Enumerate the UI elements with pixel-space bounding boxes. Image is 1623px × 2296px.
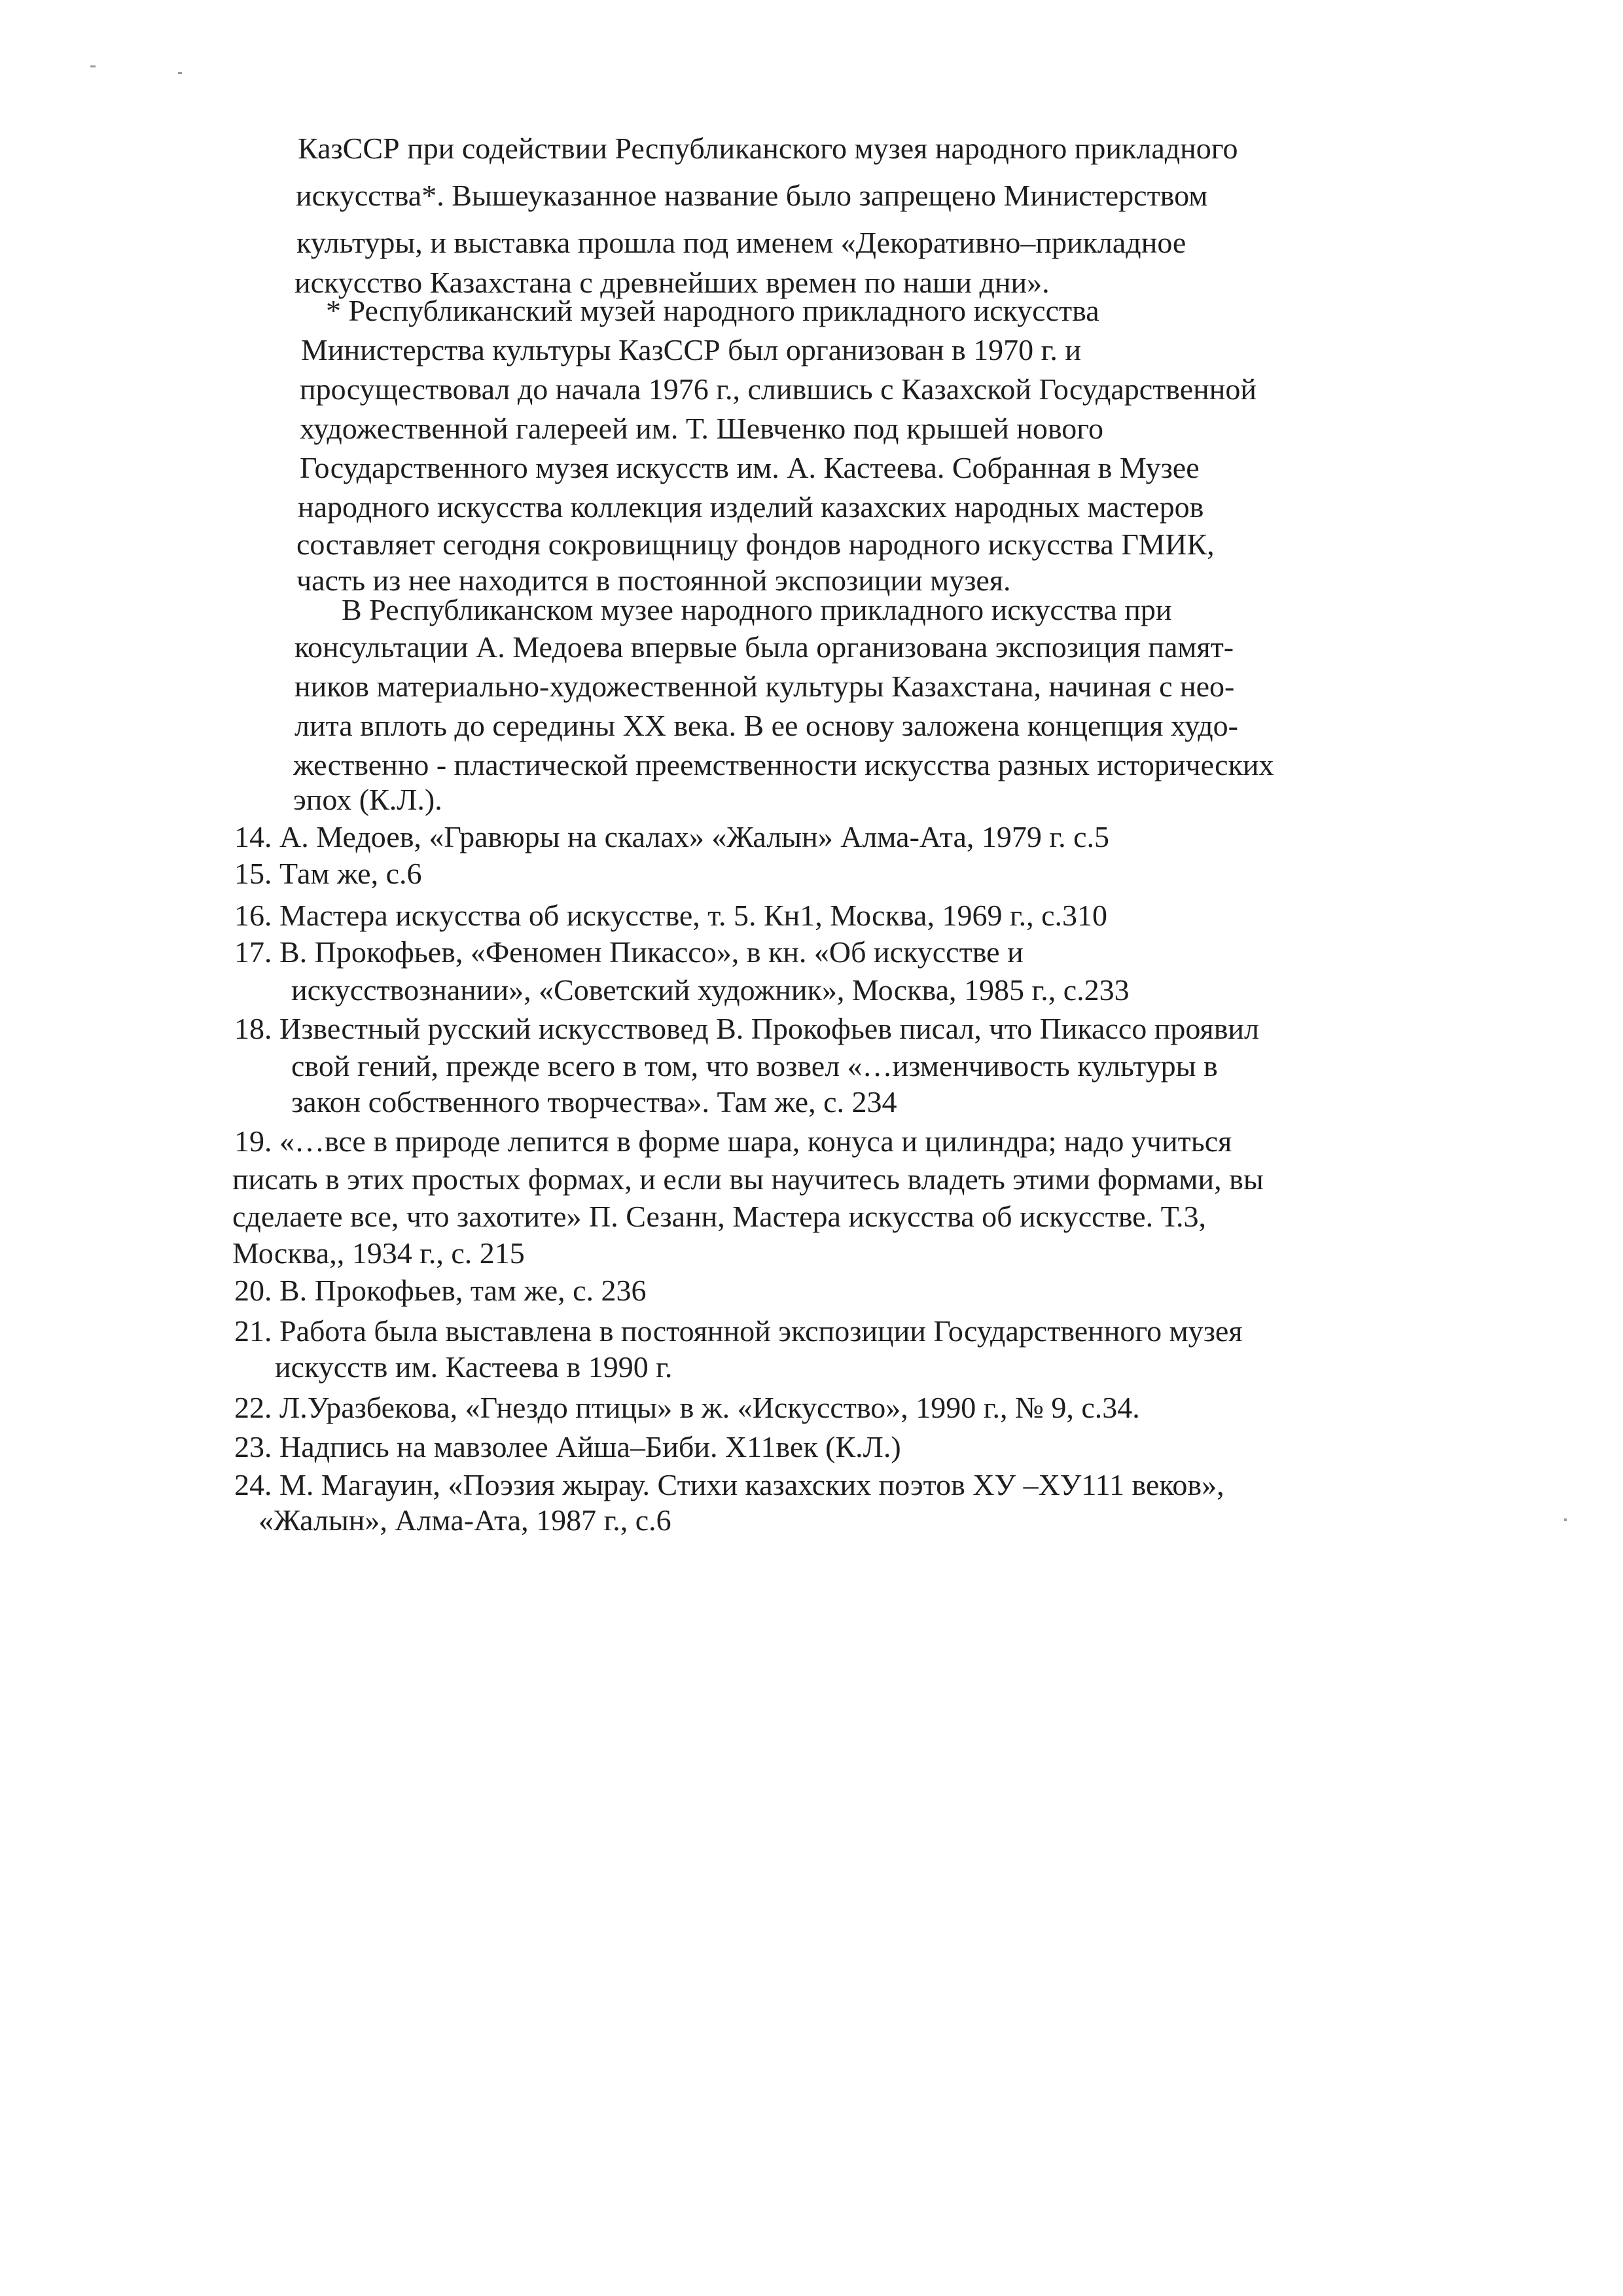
intro-line: искусство Казахстана с древнейших времен по наши дни». [294,266,1050,299]
note-line: сделаете все, что захотите» П. Сезанн, Мастера искусства об искусстве. Т.3, [232,1200,1207,1233]
footnote-line: Государственного музея искусств им. А. Кастеева. Собранная в Музее [300,451,1200,484]
note-line: 16. Мастера искусства об искусстве, т. 5. Кн1, Москва, 1969 г., с.310 [234,899,1108,932]
note-line: 18. Известный русский искусствовед В. Прокофьев писал, что Пикассо проявил [234,1012,1259,1045]
footnote-line: художественной галереей им. Т. Шевченко под крышей нового [300,412,1103,445]
footnote-line: народного искусства коллекция изделий казахских народных мастеров [298,490,1204,524]
intro-line: искусства*. Вышеуказанное название было запрещено Министерством [296,179,1208,212]
note-line: 23. Надпись на мавзолее Айша–Биби. Х11век (К.Л.) [234,1430,901,1463]
paragraph-line: В Республиканском музее народного прикладного искусства при [342,593,1172,626]
note-line: искусствознании», «Советский художник», Москва, 1985 г., с.233 [291,973,1130,1007]
paragraph-line: эпох (К.Л.). [293,783,442,816]
note-line: 21. Работа была выставлена в постоянной экспозиции Государственного музея [234,1314,1243,1348]
note-line: 17. В. Прокофьев, «Феномен Пикассо», в кн. «Об искусстве и [234,935,1024,969]
footnote-line: составляет сегодня сокровищницу фондов народного искусства ГМИК, [296,528,1215,561]
note-line: закон собственного творчества». Там же, с. 234 [291,1085,897,1119]
note-line: Москва,, 1934 г., с. 215 [232,1236,525,1270]
note-line: 14. А. Медоев, «Гравюры на скалах» «Жалын» Алма-Ата, 1979 г. с.5 [234,820,1110,853]
scan-speck [1564,1518,1567,1521]
footnote-line: * Республиканский музей народного прикладного искусства [326,294,1099,327]
note-line: «Жалын», Алма-Ата, 1987 г., с.6 [259,1503,671,1537]
scan-speck [90,65,96,67]
paragraph-line: ников материально-художественной культуры Казахстана, начиная с нео- [294,670,1235,703]
note-line: 20. В. Прокофьев, там же, с. 236 [234,1274,647,1307]
intro-line: КазССР при содействии Республиканского музея народного прикладного [298,132,1238,165]
note-line: искусств им. Кастеева в 1990 г. [275,1350,673,1384]
footnote-line: часть из нее находится в постоянной экспозиции музея. [296,564,1011,597]
note-line: 24. М. Магауин, «Поэзия жырау. Стихи казахских поэтов ХУ –ХУ111 веков», [234,1468,1224,1501]
footnote-line: просуществовал до начала 1976 г., слившись с Казахской Государственной [300,372,1257,406]
note-line: писать в этих простых формах, и если вы научитесь владеть этими формами, вы [232,1162,1264,1196]
intro-line: культуры, и выставка прошла под именем «Декоративно–прикладное [296,226,1186,259]
paragraph-line: жественно - пластической преемственности искусства разных исторических [293,748,1274,781]
note-line: свой гений, прежде всего в том, что возвел «…изменчивость культуры в [291,1049,1218,1083]
scan-speck [178,72,182,74]
footnote-line: Министерства культуры КазССР был организован в 1970 г. и [301,333,1081,367]
paragraph-line: лита вплоть до середины XX века. В ее основу заложена концепция худо- [294,709,1238,742]
note-line: 19. «…все в природе лепится в форме шара, конуса и цилиндра; надо учиться [234,1124,1232,1158]
paragraph-line: консультации А. Медоева впервые была организована экспозиция памят- [294,630,1234,664]
note-line: 22. Л.Уразбекова, «Гнездо птицы» в ж. «Искусство», 1990 г., № 9, с.34. [234,1391,1140,1424]
note-line: 15. Там же, с.6 [234,857,422,890]
